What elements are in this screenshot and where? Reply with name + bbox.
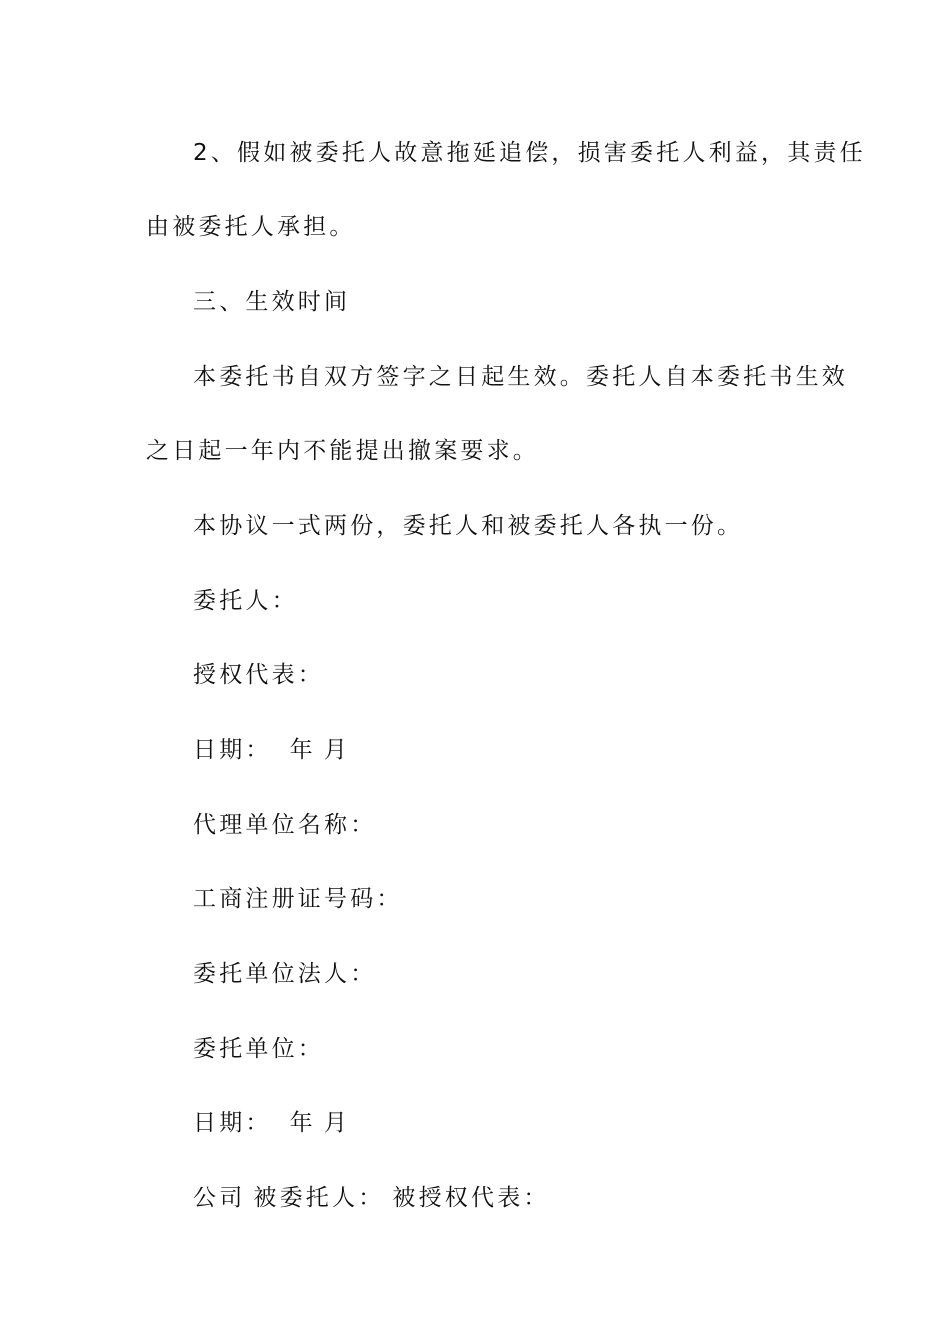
company-agent-line bbox=[193, 1183, 853, 1213]
company-label: 公司 bbox=[193, 1185, 246, 1211]
principal-label: 委托人： bbox=[193, 588, 298, 614]
liability-clause-line-2: 由被委托人承担。 bbox=[146, 214, 356, 240]
section-heading-effective-time: 三、生效时间 bbox=[193, 289, 351, 315]
registration-number-label: 工商注册证号码： bbox=[193, 886, 403, 912]
effective-clause-line-1: 本委托书自双方签字之日起生效。委托人自本委托书生效 bbox=[193, 364, 848, 390]
year-label: 年 bbox=[289, 737, 316, 763]
effective-clause-line-2: 之日起一年内不能提出撤案要求。 bbox=[146, 438, 539, 464]
month-label: 月 bbox=[323, 737, 351, 763]
liability-clause-line-1: 2、假如被委托人故意拖延追偿，损害委托人利益，其责任 bbox=[193, 140, 866, 166]
date-line-1 bbox=[193, 735, 853, 765]
legal-person-label: 委托单位法人： bbox=[193, 961, 377, 987]
agent-unit-name-label: 代理单位名称： bbox=[193, 812, 377, 838]
agent-label: 被委托人： bbox=[253, 1185, 385, 1211]
date-label: 日期： bbox=[193, 1110, 272, 1136]
principal-unit-label: 委托单位： bbox=[193, 1036, 324, 1062]
year-label: 年 bbox=[289, 1110, 316, 1136]
agent-rep-label: 被授权代表： bbox=[392, 1185, 550, 1211]
authorized-rep-label: 授权代表： bbox=[193, 662, 324, 688]
copies-clause: 本协议一式两份，委托人和被委托人各执一份。 bbox=[193, 513, 744, 539]
date-line-2 bbox=[193, 1108, 853, 1138]
date-label: 日期： bbox=[193, 737, 272, 763]
month-label: 月 bbox=[323, 1110, 351, 1136]
